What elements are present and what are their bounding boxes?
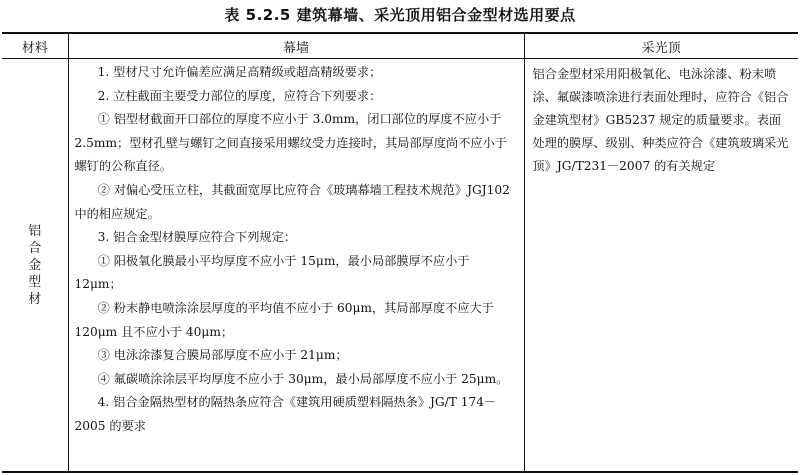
skylight-text: 铝合金型材采用阳极氧化、电泳涂漆、粉末喷涂、氟碳漆喷涂进行表面处理时，应符合《铝合金建筑型材》GB5237 规定的质量要求。表面处理的膜厚、级别、种类应符合《建筑玻璃采光顶》JG/T231－2007 的有关规定 bbox=[532, 67, 789, 173]
curtain-item: ① 阳极氧化膜最小平均厚度不应小于 15μm，最小局部膜厚不应小于 12μm； bbox=[74, 253, 470, 292]
material-cell bbox=[2, 59, 68, 473]
table-title: 表 5.2.5 建筑幕墙、采光顶用铝合金型材选用要点 bbox=[224, 6, 576, 24]
header-row bbox=[2, 33, 798, 59]
skylight-cell bbox=[524, 59, 798, 473]
curtain-item: ② 粉末静电喷涂涂层厚度的平均值不应小于 60μm，其局部厚度不应大于 120μm 且不应小于 40μm； bbox=[74, 300, 494, 339]
curtain-wall-cell bbox=[68, 59, 524, 473]
curtain-item: ③ 电泳涂漆复合膜局部厚度不应小于 21μm； bbox=[97, 348, 348, 363]
header-curtain-wall: 幕墙 bbox=[68, 33, 524, 59]
curtain-item: 3. 铝合金型材膜厚应符合下列规定： bbox=[97, 230, 296, 245]
specification-table bbox=[2, 32, 798, 473]
material-label: 铝合金型材 bbox=[28, 223, 42, 307]
curtain-item: ② 对偏心受压立柱，其截面宽厚比应符合《玻璃幕墙工程技术规范》JGJ102 中的相应规定。 bbox=[74, 182, 510, 221]
header-skylight: 采光顶 bbox=[524, 33, 798, 59]
curtain-item: 2. 立柱截面主要受力部位的厚度，应符合下列要求： bbox=[97, 88, 382, 103]
curtain-item: ④ 氟碳喷涂涂层平均厚度不应小于 30μm，最小局部厚度不应小于 25μm。 bbox=[97, 371, 509, 386]
curtain-item: 4. 铝合金隔热型材的隔热条应符合《建筑用硬质塑料隔热条》JG/T 174－2005 的要求 bbox=[74, 395, 497, 433]
curtain-item: ① 铝型材截面开口部位的厚度不应小于 3.0mm，闭口部位的厚度不应小于 2.5mm；型材孔壁与螺钉之间直接采用螺纹受力连接时，其局部厚度尚不应小于螺钉的公称直径。 bbox=[74, 112, 507, 174]
curtain-item: 1. 型材尺寸允许偏差应满足高精级或超高精级要求； bbox=[97, 65, 382, 79]
header-material: 材料 bbox=[2, 33, 68, 59]
table-row bbox=[2, 59, 798, 473]
